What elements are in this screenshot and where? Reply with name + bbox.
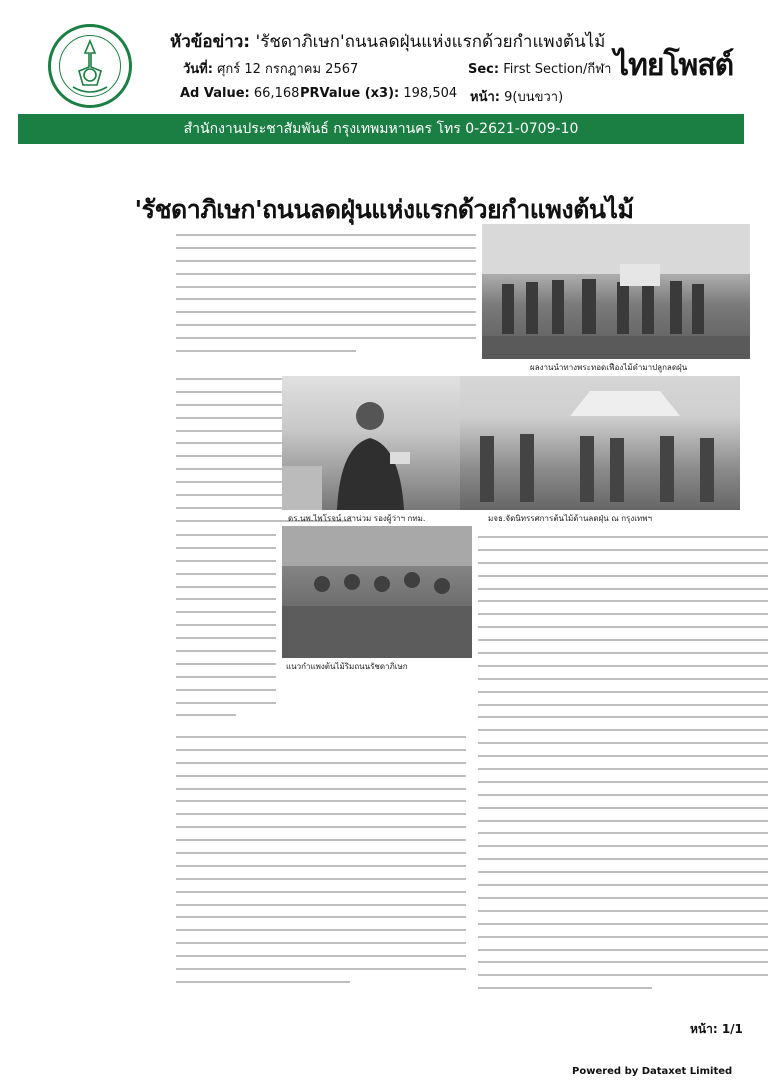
caption-photo4: แนวกำแพงต้นไม้ริมถนนรัชดาภิเษก [286, 662, 408, 671]
text-line [176, 670, 276, 683]
text-line [478, 569, 768, 582]
text-line [176, 743, 466, 756]
text-line [176, 657, 276, 670]
text-line [478, 839, 768, 852]
text-line [478, 736, 768, 749]
text-line [176, 962, 466, 975]
caption-photo3: มจธ.จัดนิทรรศการต้นไม้ด้านลดฝุ่น ณ กรุงเทพฯ [488, 514, 653, 523]
article-body-right [478, 530, 768, 1004]
text-line [176, 696, 276, 709]
text-line [176, 708, 236, 721]
text-line [478, 672, 768, 685]
article-body-left-lower [176, 528, 276, 728]
text-line [176, 605, 276, 618]
article-body-left-top [176, 228, 476, 368]
text-line [478, 607, 768, 620]
text-line [176, 331, 476, 344]
text-line [176, 769, 466, 782]
text-line [176, 241, 476, 254]
text-line [478, 981, 652, 994]
text-line [478, 594, 768, 607]
text-line [176, 910, 466, 923]
text-line [176, 885, 466, 898]
text-line [176, 807, 466, 820]
text-line [176, 528, 276, 541]
text-line [478, 955, 768, 968]
headline-text: 'รัชดาภิเษก'ถนนลดฝุ่นแห่งแรกด้วยกำแพงต้นไม้ [255, 32, 606, 52]
text-line [478, 543, 768, 556]
text-line [176, 846, 466, 859]
powered-by: Powered by Dataxet Limited [572, 1066, 733, 1077]
text-line [176, 344, 356, 357]
date-row: วันที่: ศุกร์ 12 กรกฎาคม 2567 [183, 62, 359, 77]
text-line [176, 254, 476, 267]
text-line [478, 633, 768, 646]
text-line [478, 930, 768, 943]
text-line [478, 723, 768, 736]
text-line [176, 567, 276, 580]
text-line [478, 556, 768, 569]
text-line [478, 582, 768, 595]
text-line [176, 280, 476, 293]
text-line [478, 878, 768, 891]
ad-value: Ad Value: 66,168 [180, 86, 300, 101]
section-row: Sec: First Section/กีฬา [468, 62, 612, 77]
text-line [478, 865, 768, 878]
text-line [176, 756, 466, 769]
caption-photo2: ดร.นพ.ไพโรจน์ เสาน่วม รองผู้ว่าฯ กทม. [288, 514, 426, 523]
text-line [478, 852, 768, 865]
text-line [176, 949, 466, 962]
text-line [176, 898, 466, 911]
text-line [176, 833, 466, 846]
text-line [478, 788, 768, 801]
office-bar: สำนักงานประชาสัมพันธ์ กรุงเทพมหานคร โทร 0-2621-0709-10 [18, 114, 744, 144]
text-line [478, 826, 768, 839]
article-body-left-bottom [176, 730, 466, 1000]
photo-tree-wall [282, 526, 472, 658]
text-line [478, 620, 768, 633]
text-line [176, 228, 476, 241]
text-line [478, 968, 768, 981]
photo-exhibition [460, 376, 740, 510]
bma-seal-logo [48, 24, 132, 108]
text-line [176, 631, 276, 644]
text-line [176, 592, 276, 605]
text-line [478, 904, 768, 917]
text-line [478, 710, 768, 723]
text-line [478, 917, 768, 930]
text-line [176, 730, 466, 743]
caption-photo1: ผลงานนำทางพระทอดเฟืองไม้ดำมาปลูกลดฝุ่น [530, 363, 688, 372]
text-line [478, 659, 768, 672]
text-line [478, 646, 768, 659]
text-line [176, 859, 466, 872]
text-line [176, 541, 276, 554]
photo-ceremony [482, 224, 750, 359]
text-line [478, 530, 768, 543]
text-line [176, 318, 476, 331]
text-line [478, 762, 768, 775]
text-line [478, 698, 768, 711]
text-line [176, 782, 466, 795]
text-line [176, 644, 276, 657]
photo-speaker [282, 376, 460, 510]
text-line [176, 872, 466, 885]
newspaper-logo: ไทยโพสต์ [614, 48, 734, 83]
footer-page: หน้า: 1/1 [690, 1022, 743, 1036]
page-number: หน้า: 9(บนขวา) [470, 90, 564, 105]
text-line [176, 794, 466, 807]
text-line [176, 936, 466, 949]
article-title: 'รัชดาภิเษก'ถนนลดฝุ่นแห่งแรกด้วยกำแพงต้นไม้ [134, 195, 634, 224]
text-line [176, 580, 276, 593]
text-line [176, 820, 466, 833]
text-line [176, 305, 476, 318]
text-line [478, 749, 768, 762]
text-line [478, 891, 768, 904]
text-line [478, 814, 768, 827]
text-line [176, 618, 276, 631]
headline-row: หัวข้อข่าว: 'รัชดาภิเษก'ถนนลดฝุ่นแห่งแรกด้วยกำแพงต้นไม้ [170, 32, 606, 52]
text-line [176, 292, 476, 305]
text-line [176, 267, 476, 280]
text-line [176, 975, 350, 988]
text-line [478, 801, 768, 814]
text-line [176, 923, 466, 936]
text-line [176, 554, 276, 567]
text-line [176, 683, 276, 696]
text-line [478, 943, 768, 956]
text-line [478, 685, 768, 698]
pr-value: PRValue (x3): 198,504 [300, 86, 458, 101]
text-line [478, 775, 768, 788]
